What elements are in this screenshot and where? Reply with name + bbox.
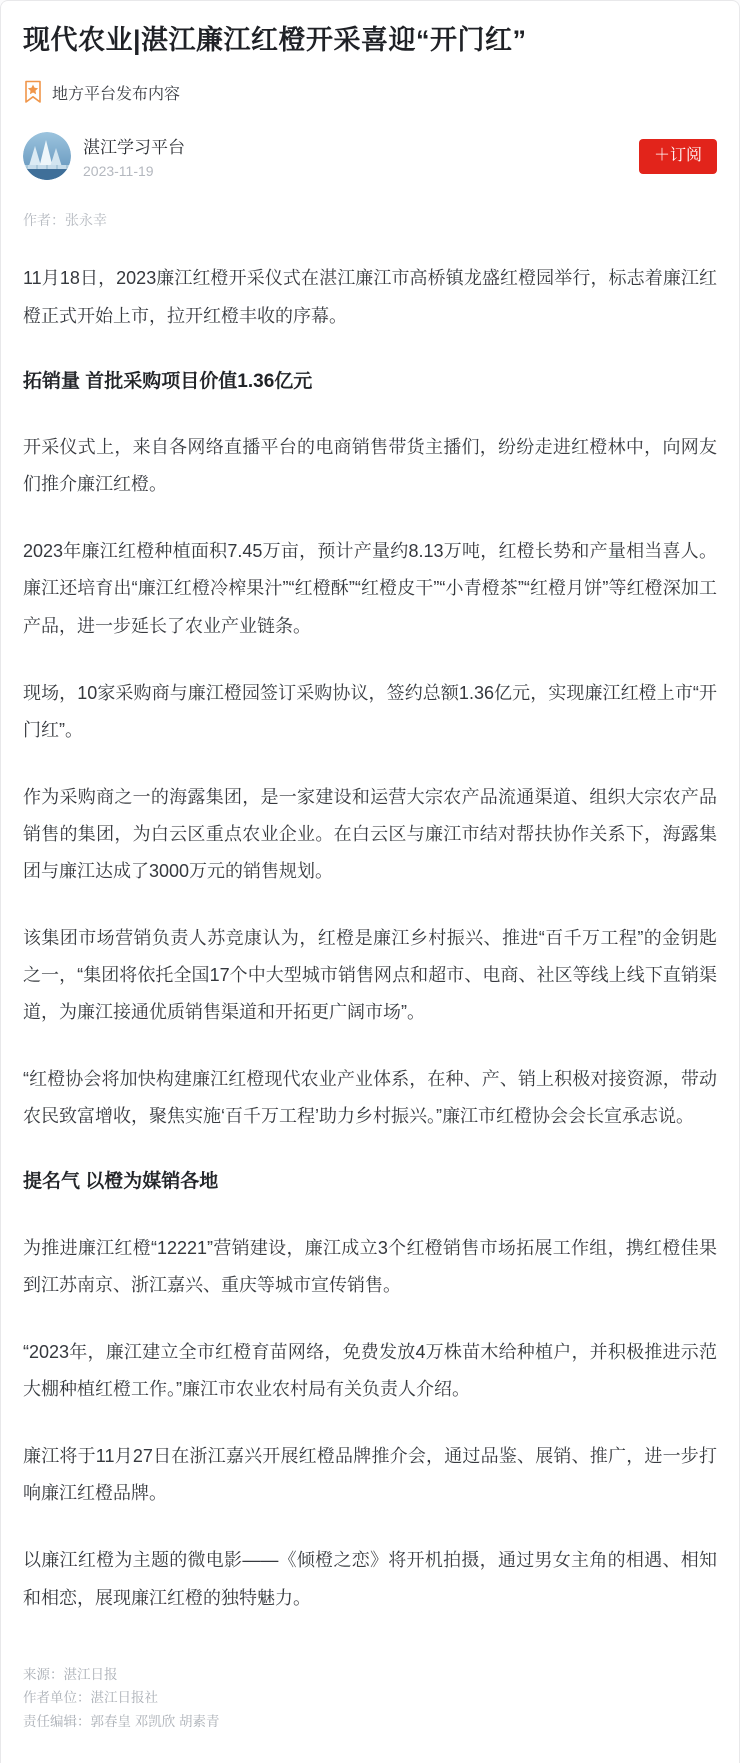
section-heading: 拓销量 首批采购项目价值1.36亿元	[23, 370, 313, 392]
article-paragraph: 该集团市场营销负责人苏竞康认为，红橙是廉江乡村振兴、推进“百千万工程”的金钥匙之一，“集团将依托全国17个中大型城市销售网点和超市、电商、社区等线上线下直销渠道，为廉江接通优质销售渠道和开拓更广阔市场”。	[23, 927, 717, 1023]
article-paragraph: 现场，10家采购商与廉江橙园签订采购协议，签约总额1.36亿元，实现廉江红橙上市“开门红”。	[23, 682, 717, 740]
editors-line: 责任编辑：郭春皇 邓凯欣 胡素青	[23, 1713, 220, 1729]
author-unit-line: 作者单位：湛江日报社	[23, 1690, 158, 1706]
article-paragraph: 作为采购商之一的海露集团，是一家建设和运营大宗农产品流通渠道、组织大宗农产品销售的集团，为白云区重点农业企业。在白云区与廉江市结对帮扶协作关系下，海露集团与廉江达成了3000万元的销售规划。	[23, 786, 717, 881]
article-paragraph: 2023年廉江红橙种植面积7.45万亩，预计产量约8.13万吨，红橙长势和产量相当喜人。廉江还培育出“廉江红橙冷榨果汁”“红橙酥”“红橙皮干”“小青橙茶”“红橙月饼”等红橙深加工产品，进一步延长了农业产业链条。	[23, 541, 717, 636]
publisher-meta	[83, 133, 639, 179]
section-heading: 提名气 以橙为媒销各地	[23, 1171, 219, 1193]
article-body	[23, 260, 717, 1616]
ribbon-badge-icon	[23, 80, 43, 104]
badge-label: 地方平台发布内容	[52, 85, 181, 103]
publisher-row	[23, 132, 717, 180]
author-line: 作者：张永幸	[23, 212, 107, 229]
page-title: 现代农业|湛江廉江红橙开采喜迎“开门红”	[23, 25, 527, 55]
article-paragraph: “2023年，廉江建立全市红橙育苗网络，免费发放4万株苗木给种植户，并积极推进示范大棚种植红橙工作。”廉江市农业农村局有关负责人介绍。	[23, 1342, 717, 1400]
article-paragraph: 开采仪式上，来自各网络直播平台的电商销售带货主播们，纷纷走进红橙林中，向网友们推介廉江红橙。	[23, 437, 717, 495]
badge-row	[23, 80, 717, 104]
article-paragraph: 廉江将于11月27日在浙江嘉兴开展红橙品牌推介会，通过品鉴、展销、推广，进一步打响廉江红橙品牌。	[23, 1446, 717, 1504]
article-paragraph: “红橙协会将加快构建廉江红橙现代农业产业体系，在种、产、销上积极对接资源，带动农民致富增收，聚焦实施‘百千万工程’助力乡村振兴。”廉江市红橙协会会长宣承志说。	[23, 1069, 717, 1127]
article-paragraph: 11月18日，2023廉江红橙开采仪式在湛江廉江市高桥镇龙盛红橙园举行，标志着廉江红橙正式开始上市，拉开红橙丰收的序幕。	[23, 268, 717, 326]
footer-meta	[23, 1663, 717, 1734]
publisher-avatar[interactable]	[23, 132, 71, 180]
subscribe-button[interactable]: ＋订阅	[639, 139, 717, 173]
article-paragraph: 为推进廉江红橙“12221”营销建设，廉江成立3个红橙销售市场拓展工作组，携红橙佳果到江苏南京、浙江嘉兴、重庆等城市宣传销售。	[23, 1237, 717, 1296]
article-paragraph: 以廉江红橙为主题的微电影——《倾橙之恋》将开机拍摄，通过男女主角的相遇、相知和相恋，展现廉江红橙的独特魅力。	[23, 1550, 717, 1608]
publisher-name[interactable]: 湛江学习平台	[83, 138, 185, 158]
source-line: 来源：湛江日报	[23, 1666, 118, 1682]
publish-date: 2023-11-19	[83, 163, 154, 180]
